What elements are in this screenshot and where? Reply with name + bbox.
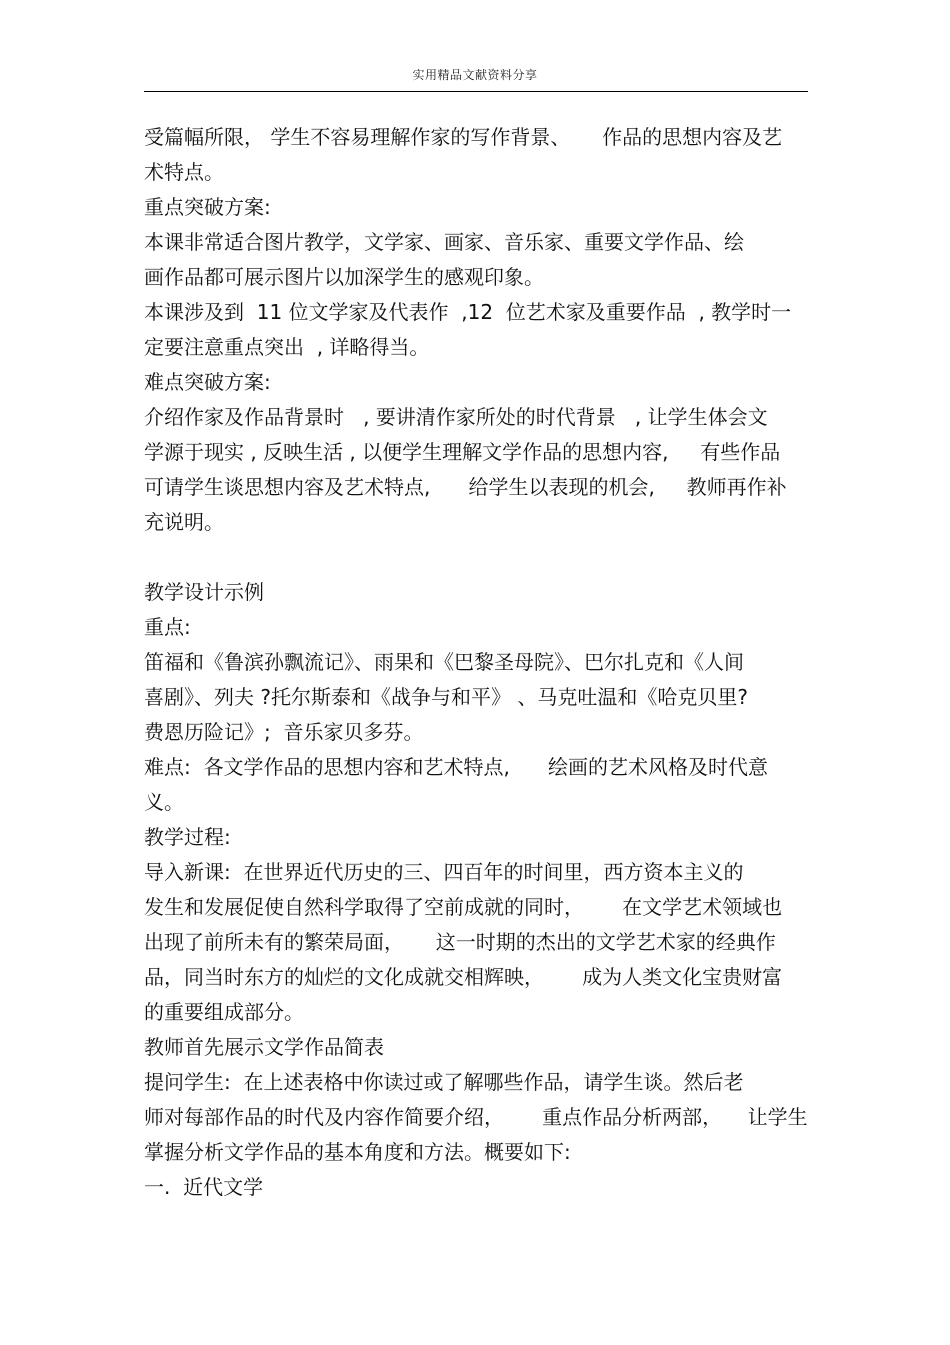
text-line: 画作品都可展示图片以加深学生的感观印象。 — [144, 265, 544, 289]
text-line: 介绍作家及作品背景时 , 要讲清作家所处的时代背景 , 让学生体会文 — [144, 405, 768, 429]
text-line: 导入新课: 在世界近代历史的三、四百年的时间里，西方资本主义的 — [144, 860, 744, 884]
header-divider — [144, 91, 808, 92]
text-line: 的重要组成部分。 — [144, 1000, 304, 1024]
text-line: 充说明。 — [144, 510, 224, 534]
text-line: 一. 近代文学 — [144, 1175, 264, 1199]
text-line: 重点: — [144, 615, 191, 639]
document-body — [144, 120, 814, 1205]
text-line: 发生和发展促使自然科学取得了空前成就的同时， 在文学艺术领域也 — [144, 895, 783, 919]
blank-line — [144, 540, 814, 575]
text-line: 品，同当时东方的灿烂的文化成就交相辉映， 成为人类文化宝贵财富 — [144, 965, 783, 989]
text-line: 义。 — [144, 790, 184, 814]
text-line: 术特点。 — [144, 160, 224, 184]
text-line: 难点突破方案: — [144, 370, 271, 394]
text-line: 本课涉及到 11 位文学家及代表作 ,12 位艺术家及重要作品 , 教学时一 — [144, 300, 792, 324]
text-line: 重点突破方案: — [144, 195, 271, 219]
text-line: 教学设计示例 — [144, 580, 264, 604]
text-line: 难点: 各文学作品的思想内容和艺术特点, 绘画的艺术风格及时代意 — [144, 755, 768, 779]
text-line: 师对每部作品的时代及内容作简要介绍， 重点作品分析两部， 让学生 — [144, 1105, 808, 1129]
text-line: 定要注意重点突出 , 详略得当。 — [144, 335, 430, 359]
text-line: 受篇幅所限， 学生不容易理解作家的写作背景、 作品的思想内容及艺 — [144, 125, 783, 149]
text-line: 喜剧》、列夫 ?托尔斯泰和《战争与和平》 、马克吐温和《哈克贝里? — [144, 685, 748, 709]
text-line: 可请学生谈思想内容及艺术特点, 给学生以表现的机会, 教师再作补 — [144, 475, 787, 499]
text-line: 掌握分析文学作品的基本角度和方法。概要如下: — [144, 1140, 571, 1164]
text-line: 教学过程: — [144, 825, 231, 849]
text-line: 笛福和《鲁滨孙飘流记》、雨果和《巴黎圣母院》、巴尔扎克和《人间 — [144, 650, 744, 674]
page-header: 实用精品文献资料分享 — [412, 68, 538, 82]
text-line: 提问学生: 在上述表格中你读过或了解哪些作品，请学生谈。然后老 — [144, 1070, 744, 1094]
text-line: 费恩历险记》; 音乐家贝多芬。 — [144, 720, 424, 744]
text-line: 本课非常适合图片教学，文学家、画家、音乐家、重要文学作品、绘 — [144, 230, 744, 254]
text-line: 教师首先展示文学作品简表 — [144, 1035, 384, 1059]
text-line: 出现了前所未有的繁荣局面， 这一时期的杰出的文学艺术家的经典作 — [144, 930, 776, 954]
text-line: 学源于现实 , 反映生活 , 以便学生理解文学作品的思想内容, 有些作品 — [144, 440, 781, 464]
